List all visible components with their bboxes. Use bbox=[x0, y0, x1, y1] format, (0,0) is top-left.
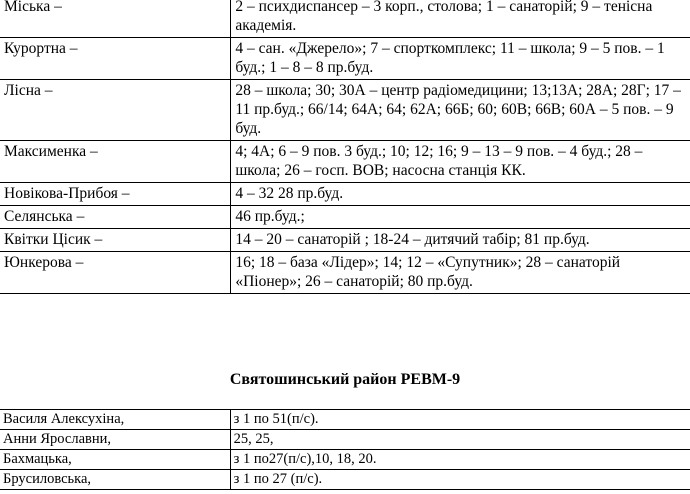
table-row bbox=[0, 0, 690, 38]
table-row bbox=[0, 410, 690, 430]
table-row bbox=[0, 450, 690, 470]
street-cell: Анни Ярославни, bbox=[0, 430, 230, 450]
table-row bbox=[0, 252, 690, 294]
street-cell: Юнкерова – bbox=[0, 252, 231, 294]
street-cell: Василя Алексухіна, bbox=[0, 410, 230, 430]
street-cell: Квітки Цісик – bbox=[0, 229, 231, 252]
street-cell: Курортна – bbox=[0, 38, 231, 80]
table-row bbox=[0, 229, 690, 252]
addresses-cell: 4 – 32 28 пр.буд. bbox=[231, 183, 690, 206]
street-cell: Новікова-Прибоя – bbox=[0, 183, 231, 206]
addresses-cell: 25, 25, bbox=[230, 430, 690, 450]
addresses-cell: 28 – школа; 30; 30А – центр радіомедицини; 13;13А; 28А; 28Г; 17 – 11 пр.буд.; 66/14; 64А; 64; 62А; 66Б; 60; 60В; 66В; 60А – 5 пов. – 9 буд. bbox=[231, 80, 690, 141]
section-title: Святошинський район РЕВМ-9 bbox=[229, 371, 461, 388]
addresses-cell: 4 – сан. «Джерело»; 7 – спорткомплекс; 11 – школа; 9 – 5 пов. – 1 буд.; 1 – 8 – 8 пр.буд. bbox=[231, 38, 690, 80]
table-row bbox=[0, 141, 690, 183]
table-row bbox=[0, 470, 690, 490]
street-cell: Бахмацька, bbox=[0, 450, 230, 470]
table-row bbox=[0, 183, 690, 206]
street-cell: Брусиловська, bbox=[0, 470, 230, 490]
addresses-cell: 4; 4А; 6 – 9 пов. 3 буд.; 10; 12; 16; 9 – 13 – 9 пов. – 4 буд.; 28 – школа; 26 – госп. ВОВ; насосна станція КК. bbox=[231, 141, 690, 183]
outage-table-bottom bbox=[0, 409, 690, 490]
street-cell: Міська – bbox=[0, 0, 231, 38]
addresses-cell: з 1 по 51(п/с). bbox=[230, 410, 690, 430]
street-cell: Лісна – bbox=[0, 80, 231, 141]
addresses-cell: з 1 по27(п/с),10, 18, 20. bbox=[230, 450, 690, 470]
street-cell: Селянська – bbox=[0, 206, 231, 229]
street-cell: Максименка – bbox=[0, 141, 231, 183]
addresses-cell: з 1 по 27 (п/с). bbox=[230, 470, 690, 490]
table-row bbox=[0, 206, 690, 229]
addresses-cell: 2 – психдиспансер – 3 корп., столова; 1 – санаторій; 9 – тенісна академія. bbox=[231, 0, 690, 38]
addresses-cell: 46 пр.буд.; bbox=[231, 206, 690, 229]
addresses-cell: 16; 18 – база «Лідер»; 14; 12 – «Супутник»; 28 – санаторій «Піонер»; 26 – санаторій; 80 пр.буд. bbox=[231, 252, 690, 294]
table-row bbox=[0, 80, 690, 141]
addresses-cell: 14 – 20 – санаторій ; 18-24 – дитячий табір; 81 пр.буд. bbox=[231, 229, 690, 252]
table-row bbox=[0, 430, 690, 450]
table-row bbox=[0, 38, 690, 80]
